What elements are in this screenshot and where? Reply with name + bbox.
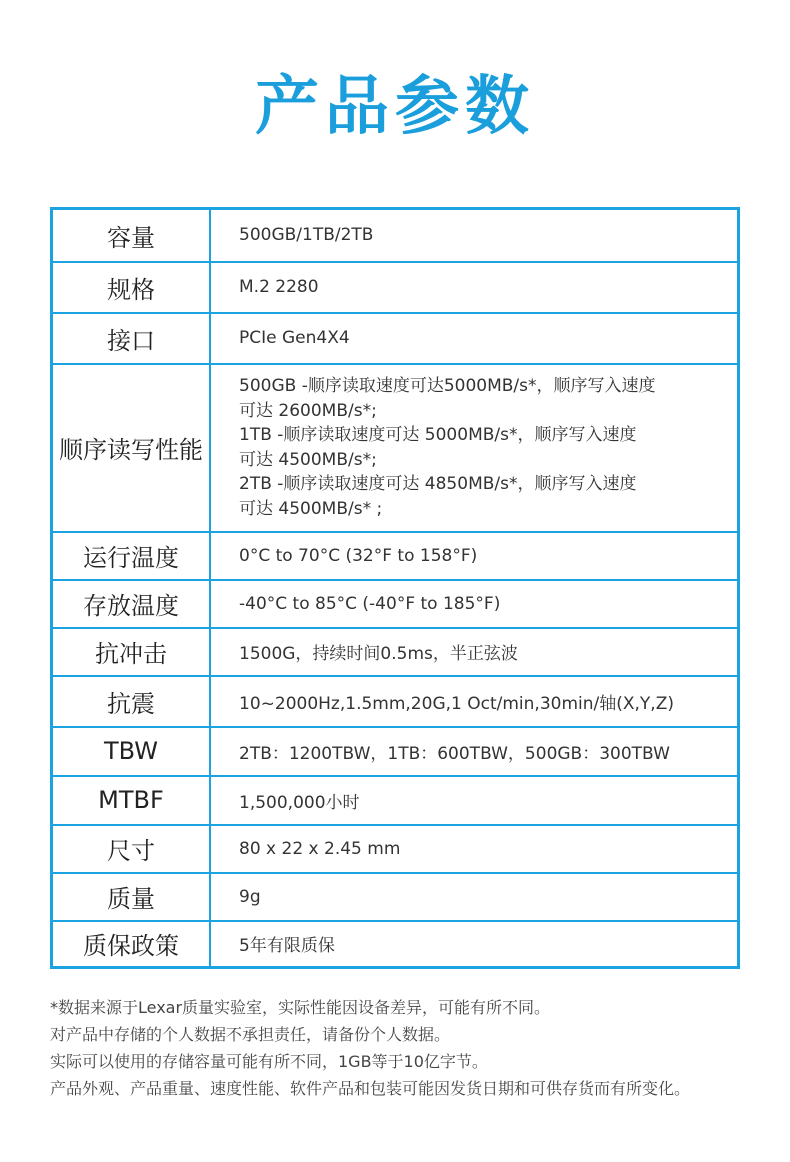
spec-value: 10~2000Hz,1.5mm,20G,1 Oct/min,30min/轴(X,Y,Z) xyxy=(210,676,739,727)
spec-label: 运行温度 xyxy=(52,532,211,580)
table-row xyxy=(52,580,739,628)
footnote: 产品外观、产品重量、速度性能、软件产品和包装可能因发货日期和可供存货而有所变化。 xyxy=(50,1079,691,1098)
spec-value: -40°C to 85°C (-40°F to 185°F) xyxy=(210,580,739,628)
table-row xyxy=(52,676,739,727)
spec-label: 接口 xyxy=(52,313,211,364)
performance-line: 可达 4500MB/s*; xyxy=(239,449,377,470)
spec-value: 0°C to 70°C (32°F to 158°F) xyxy=(210,532,739,580)
performance-line: 2TB -顺序读取速度可达 4850MB/s*，顺序写入速度 xyxy=(239,474,637,494)
table-row xyxy=(52,825,739,873)
table-row xyxy=(52,921,739,968)
spec-value: 2TB：1200TBW，1TB：600TBW，500GB：300TBW xyxy=(210,727,739,776)
spec-value: 1500G，持续时间0.5ms，半正弦波 xyxy=(210,628,739,676)
performance-line: 1TB -顺序读取速度可达 5000MB/s*，顺序写入速度 xyxy=(239,425,637,445)
table-row xyxy=(52,532,739,580)
spec-value: M.2 2280 xyxy=(210,262,739,313)
spec-label: TBW xyxy=(52,727,211,776)
table-row xyxy=(52,776,739,825)
table-row xyxy=(52,313,739,364)
spec-label: 尺寸 xyxy=(52,825,211,873)
table-row xyxy=(52,209,739,262)
table-row xyxy=(52,364,739,532)
table-row xyxy=(52,262,739,313)
spec-label: 抗震 xyxy=(52,676,211,727)
spec-value: 1,500,000小时 xyxy=(210,776,739,825)
footnote: 实际可以使用的存储容量可能有所不同，1GB等于10亿字节。 xyxy=(50,1052,488,1071)
performance-line: 可达 4500MB/s* ; xyxy=(239,498,383,519)
performance-line: 500GB -顺序读取速度可达5000MB/s*，顺序写入速度 xyxy=(239,376,656,396)
footnote: *数据来源于Lexar质量实验室，实际性能因设备差异，可能有所不同。 xyxy=(50,998,551,1017)
table-row xyxy=(52,727,739,776)
spec-value-performance xyxy=(210,364,739,532)
spec-label: 规格 xyxy=(52,262,211,313)
spec-value: PCIe Gen4X4 xyxy=(210,313,739,364)
spec-label: 质保政策 xyxy=(52,921,211,968)
spec-value: 9g xyxy=(210,873,739,921)
spec-label: 质量 xyxy=(52,873,211,921)
table-row xyxy=(52,873,739,921)
page-title: 产品参数 xyxy=(255,70,535,144)
spec-label: 存放温度 xyxy=(52,580,211,628)
spec-label: 顺序读写性能 xyxy=(52,364,211,532)
spec-value: 500GB/1TB/2TB xyxy=(210,209,739,262)
spec-value: 80 x 22 x 2.45 mm xyxy=(210,825,739,873)
spec-label: MTBF xyxy=(52,776,211,825)
spec-label: 抗冲击 xyxy=(52,628,211,676)
spec-value: 5年有限质保 xyxy=(210,921,739,968)
spec-label: 容量 xyxy=(52,209,211,262)
table-row xyxy=(52,628,739,676)
spec-table xyxy=(50,207,740,969)
footnote: 对产品中存储的个人数据不承担责任，请备份个人数据。 xyxy=(50,1025,451,1044)
footnotes xyxy=(50,994,750,1102)
performance-line: 可达 2600MB/s*; xyxy=(239,400,377,421)
